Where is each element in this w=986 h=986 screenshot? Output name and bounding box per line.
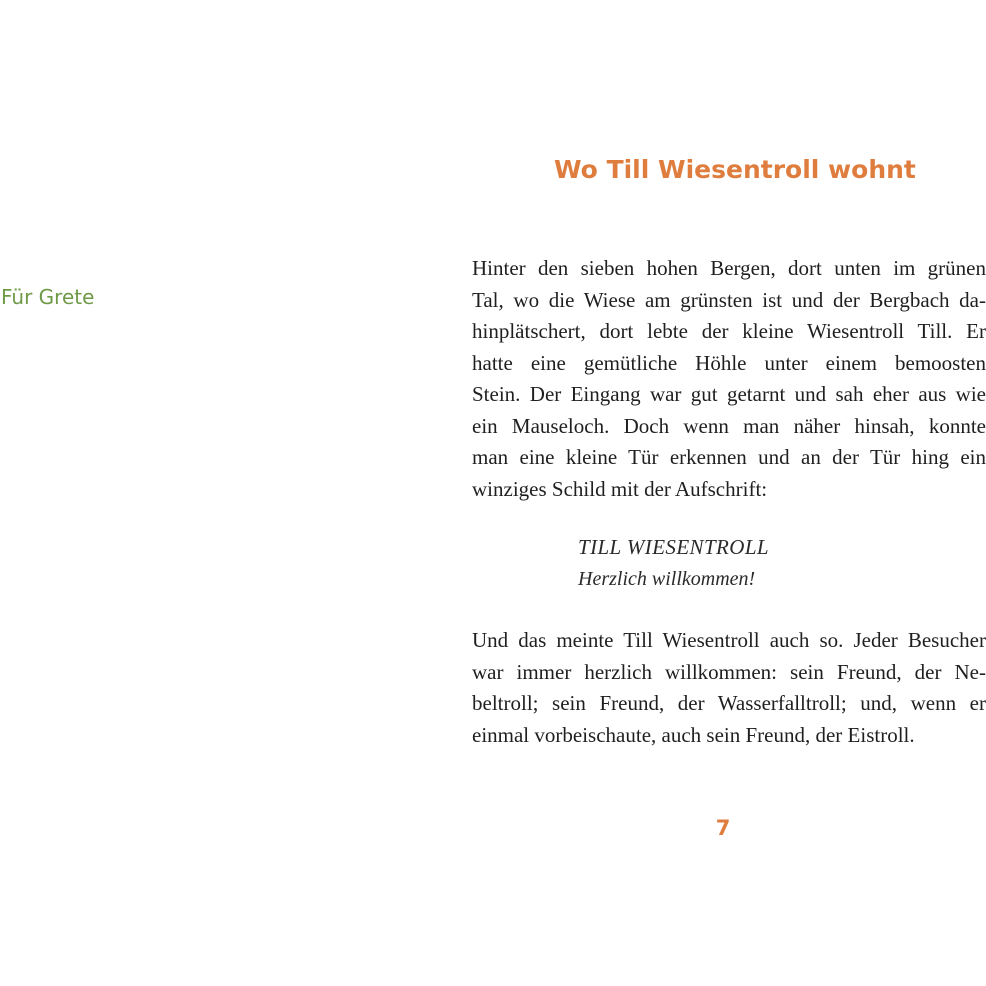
paragraph-2	[472, 625, 986, 751]
text-line: ein Mauseloch. Doch wenn man näher hinsah, konnte	[472, 413, 986, 438]
door-sign	[578, 531, 769, 595]
chapter-title: Wo Till Wiesentroll wohnt	[554, 155, 916, 184]
text-line: winziges Schild mit der Aufschrift:	[472, 476, 768, 501]
text-line: beltroll; sein Freund, der Wasserfalltroll; und, wenn er	[472, 691, 986, 715]
right-page	[470, 0, 986, 986]
sign-welcome: Herzlich willkommen!	[578, 568, 756, 590]
text-line: hinplätschert, dort lebte der kleine Wiesentroll Till. Er	[472, 319, 986, 343]
text-line: Stein. Der Eingang war gut getarnt und sah eher aus wie	[472, 382, 986, 406]
text-line: Hinter den sieben hohen Bergen, dort unten im grünen	[472, 256, 986, 280]
text-line: war immer herzlich willkommen: sein Freund, der Ne-	[472, 659, 986, 684]
text-line: man eine kleine Tür erkennen und an der Tür hing ein	[472, 445, 986, 469]
text-line: einmal vorbeischaute, auch sein Freund, der Eistroll.	[472, 722, 915, 747]
sign-title: TILL WIESENTROLL	[578, 535, 769, 559]
text-line: Und das meinte Till Wiesentroll auch so. Jeder Besucher	[472, 628, 986, 652]
text-line: hatte eine gemütliche Höhle unter einem bemoosten	[472, 350, 986, 375]
dedication: Für Grete	[1, 285, 95, 309]
paragraph-1	[472, 253, 986, 505]
left-page	[0, 0, 470, 986]
text-line: Tal, wo die Wiese am grünsten ist und der Bergbach da-	[472, 287, 986, 312]
page-number: 7	[715, 816, 731, 840]
